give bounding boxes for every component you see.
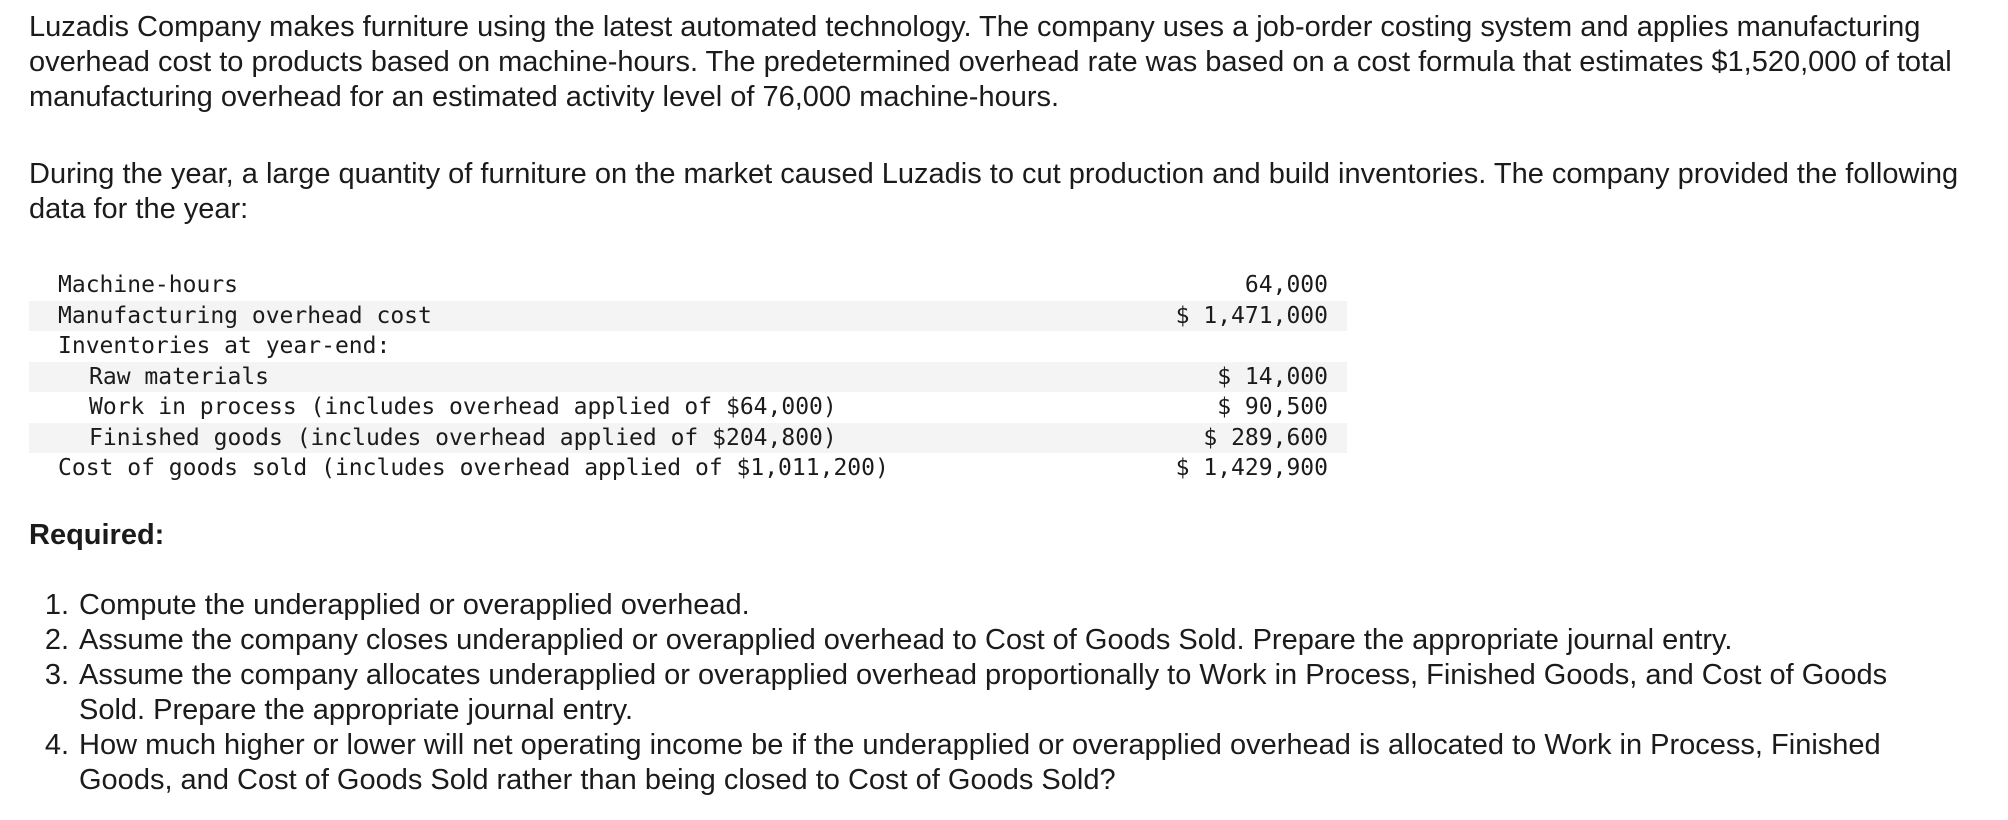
list-item-number: 3. xyxy=(44,659,69,691)
row-value: $ 289,600 xyxy=(1068,423,1347,454)
intro-paragraph-company: Luzadis Company makes furniture using the latest automated technology. The company uses a job-order costing system and applies manufacturing overhead cost to products based on machine-hours. The predetermined overhead rate was based on a cost formula that estimates $1,520,000 of total manufacturing overhead for an estimated activity level of 76,000 machine-hours. xyxy=(29,11,1952,113)
list-item-text: Assume the company closes underapplied or overapplied overhead to Cost of Goods Sold. Prepare the appropriate journal entry. xyxy=(79,624,1733,656)
row-label: Machine-hours xyxy=(58,272,239,298)
list-item-number: 4. xyxy=(44,729,69,761)
row-label: Cost of goods sold (includes overhead applied of $1,011,200) xyxy=(58,455,889,481)
row-label: Inventories at year-end: xyxy=(58,333,391,359)
row-value: $ 1,429,900 xyxy=(1175,455,1328,481)
list-item-text: Assume the company allocates underapplied or overapplied overhead proportionally to Work in Process, Finished Goods, and Cost of Goods Sold. Prepare the appropriate journal entry. xyxy=(79,659,1888,726)
row-label: Manufacturing overhead cost xyxy=(29,301,1068,332)
row-value: 64,000 xyxy=(1244,272,1328,298)
table-row-inventories-heading xyxy=(29,331,1347,362)
row-label: Work in process (includes overhead applied of $64,000) xyxy=(89,394,837,420)
table-row-manufacturing-overhead xyxy=(29,301,1347,332)
row-value: $ 14,000 xyxy=(1068,362,1347,393)
list-item xyxy=(29,623,1959,658)
required-list xyxy=(29,588,1959,798)
cost-data-table xyxy=(29,270,1347,484)
table-row-machine-hours xyxy=(29,270,1347,301)
list-item-number: 1. xyxy=(44,589,69,621)
row-label: Raw materials xyxy=(29,362,1068,393)
list-item-number: 2. xyxy=(44,624,69,656)
row-value: $ 1,471,000 xyxy=(1068,301,1347,332)
list-item-text: Compute the underapplied or overapplied overhead. xyxy=(79,589,750,621)
row-value xyxy=(1068,331,1347,362)
intro-paragraph-data: During the year, a large quantity of furniture on the market caused Luzadis to cut production and build inventories. The company provided the following data for the year: xyxy=(29,158,1959,225)
list-item xyxy=(29,728,1959,798)
list-item xyxy=(29,588,1959,623)
table-row-work-in-process xyxy=(29,392,1347,423)
list-item-text: How much higher or lower will net operating income be if the underapplied or overapplied overhead is allocated to Work in Process, Finished Goods, and Cost of Goods Sold rather than being closed to Cost of Goods Sold? xyxy=(79,729,1881,796)
list-item xyxy=(29,658,1959,728)
row-value: $ 90,500 xyxy=(1217,394,1328,420)
table-row-raw-materials xyxy=(29,362,1347,393)
table-row-cost-of-goods-sold xyxy=(29,453,1347,484)
table-row-finished-goods xyxy=(29,423,1347,454)
row-label: Finished goods (includes overhead applied of $204,800) xyxy=(29,423,1068,454)
required-heading: Required: xyxy=(29,519,165,551)
